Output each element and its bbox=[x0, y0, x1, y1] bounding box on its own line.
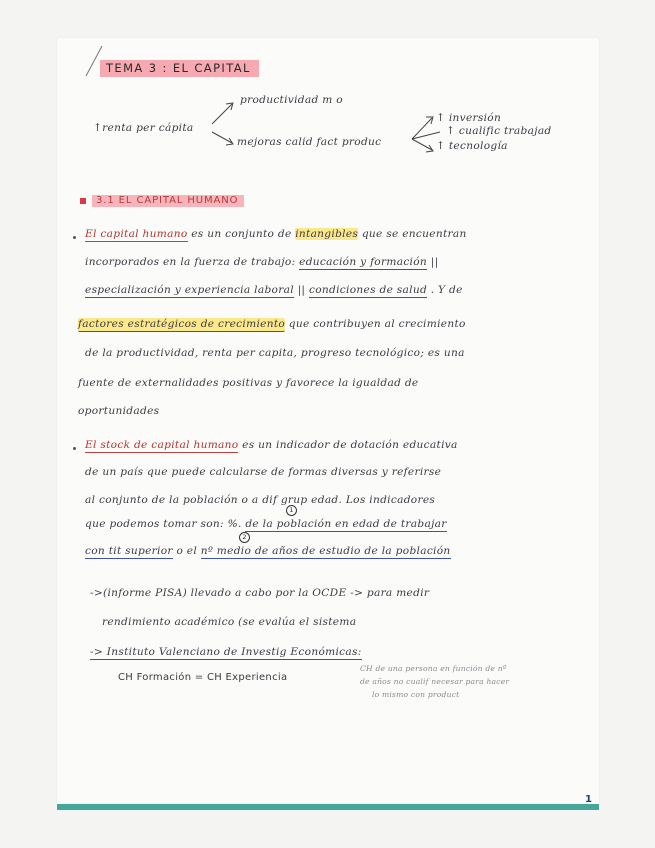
page-title: TEMA 3 : EL CAPITAL bbox=[100, 60, 259, 77]
text: incorporados en la fuerza de trabajo: bbox=[85, 256, 296, 268]
marker-2: 2 bbox=[239, 532, 250, 543]
text: que contribuyen al crecimiento bbox=[288, 318, 466, 330]
diagram-root: ↑renta per cápita bbox=[93, 122, 194, 134]
para1-line-1 bbox=[85, 228, 467, 240]
page-number: 1 bbox=[585, 794, 592, 805]
side-note-3: lo mismo con product bbox=[372, 690, 460, 699]
diagram-branch-bottom: mejoras calid fact produc bbox=[237, 136, 382, 148]
bottom-bar bbox=[57, 804, 599, 810]
highlight-intangibles: intangibles bbox=[295, 228, 359, 240]
diagram-leaf-3: ↑ tecnología bbox=[436, 140, 508, 152]
side-note-1: CH de una persona en función de nº bbox=[360, 664, 507, 673]
side-note-2: de años no cualif necesar para hacer bbox=[360, 677, 510, 686]
text: o el bbox=[176, 545, 198, 557]
note-ivie-line-1 bbox=[90, 646, 362, 658]
text: especialización y experiencia laboral bbox=[85, 284, 294, 296]
term-capital-humano: El capital humano bbox=[85, 228, 188, 240]
text: || bbox=[297, 284, 306, 296]
paragraph-bullet-icon bbox=[73, 447, 76, 450]
text: que se encuentran bbox=[361, 228, 467, 240]
text: %. bbox=[227, 518, 242, 530]
note-pisa-line-2: rendimiento académico (se evalúa el sistema bbox=[102, 616, 357, 628]
text: con tit superior bbox=[85, 545, 173, 557]
text: || bbox=[430, 256, 439, 268]
text: es un conjunto de bbox=[191, 228, 292, 240]
para2-line-5 bbox=[85, 545, 451, 557]
diagram-arrows bbox=[0, 0, 655, 200]
diagram-branch-top: productividad m o bbox=[240, 94, 343, 106]
text: nº medio de años de estudio de la población bbox=[200, 545, 451, 557]
para1-line-3 bbox=[85, 284, 463, 296]
section-bullet-icon bbox=[80, 198, 86, 204]
text: de la población en edad de trabajar bbox=[245, 518, 447, 530]
text: condiciones de salud bbox=[308, 284, 428, 296]
diagram-leaf-1: ↑ inversión bbox=[436, 112, 502, 124]
text: es un indicador de dotación educativa bbox=[242, 439, 458, 451]
text: -> Instituto Valenciano de Investig Económicas: bbox=[90, 646, 362, 658]
para1-line-5: de la productividad, renta per capita, progreso tecnológico; es una bbox=[85, 347, 465, 359]
para2-line-3: al conjunto de la población o a dif grup edad. Los indicadores bbox=[85, 494, 436, 506]
para2-line-1 bbox=[85, 439, 458, 451]
para1-line-6: fuente de externalidades positivas y favorece la igualdad de bbox=[78, 377, 419, 389]
text: que podemos tomar son: bbox=[85, 518, 224, 530]
note-pisa-line-1: ->(informe PISA) llevado a cabo por la OCDE -> para medir bbox=[90, 587, 430, 599]
section-title: 3.1 EL CAPITAL HUMANO bbox=[92, 195, 244, 207]
marker-1: 1 bbox=[286, 505, 297, 516]
term-stock-capital: El stock de capital humano bbox=[85, 439, 239, 451]
note-ivie-line-2: CH Formación = CH Experiencia bbox=[118, 672, 288, 683]
diagram-leaf-2: ↑ cualific trabajad bbox=[446, 125, 552, 137]
para1-line-7: oportunidades bbox=[78, 405, 160, 417]
text: educación y formación bbox=[299, 256, 428, 268]
para2-line-2: de un país que puede calcularse de formas diversas y referirse bbox=[85, 466, 442, 478]
paragraph-bullet-icon bbox=[73, 236, 76, 239]
para1-line-2 bbox=[85, 256, 438, 268]
para2-line-4 bbox=[85, 518, 447, 530]
highlight-factores: factores estratégicos de crecimiento bbox=[78, 318, 286, 330]
text: . Y de bbox=[430, 284, 463, 296]
para1-line-4 bbox=[78, 318, 466, 330]
